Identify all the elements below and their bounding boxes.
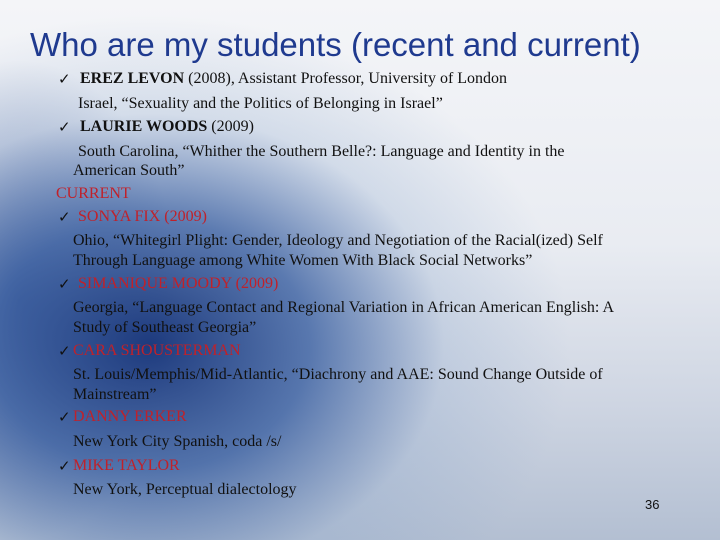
student-name: MIKE TAYLOR [73, 457, 180, 474]
student-description: Mainstream” [73, 386, 157, 403]
check-icon: ✓ [58, 342, 71, 360]
student-description: New York City Spanish, coda /s/ [73, 433, 282, 450]
page-number: 36 [645, 497, 660, 512]
student-entry-levon [80, 71, 507, 87]
student-description: Ohio, “Whitegirl Plight: Gender, Ideology and Negotiation of the Racial(ized) Self [73, 232, 603, 249]
student-description: Through Language among White Women With Black Social Networks” [73, 252, 533, 269]
student-year: (2009) [207, 118, 254, 135]
check-icon: ✓ [58, 275, 71, 293]
check-icon: ✓ [58, 70, 71, 88]
slide-title: Who are my students (recent and current) [30, 26, 641, 63]
student-name: EREZ LEVON [80, 70, 185, 87]
check-icon: ✓ [58, 457, 71, 475]
student-description: American South” [73, 162, 185, 179]
student-description: Israel, “Sexuality and the Politics of Belonging in Israel” [78, 95, 443, 112]
check-icon: ✓ [58, 208, 71, 226]
student-description: Study of Southeast Georgia” [73, 319, 257, 336]
check-icon: ✓ [58, 408, 71, 426]
student-name: LAURIE WOODS [80, 118, 208, 135]
check-icon: ✓ [58, 118, 71, 136]
student-description: South Carolina, “Whither the Southern Belle?: Language and Identity in the [78, 143, 565, 160]
current-heading: CURRENT [56, 185, 131, 202]
student-description: Georgia, “Language Contact and Regional Variation in African American English: A [73, 299, 615, 316]
student-year: (2008), Assistant Professor, University of London [184, 70, 508, 87]
student-description: New York, Perceptual dialectology [73, 481, 297, 498]
student-description: St. Louis/Memphis/Mid-Atlantic, “Diachrony and AAE: Sound Change Outside of [73, 366, 603, 383]
student-name: CARA SHOUSTERMAN [73, 342, 241, 359]
student-entry-woods [80, 119, 254, 135]
student-name: SIMANIQUE MOODY (2009) [78, 275, 279, 292]
student-name: SONYA FIX (2009) [78, 208, 207, 225]
student-name: DANNY ERKER [73, 408, 187, 425]
